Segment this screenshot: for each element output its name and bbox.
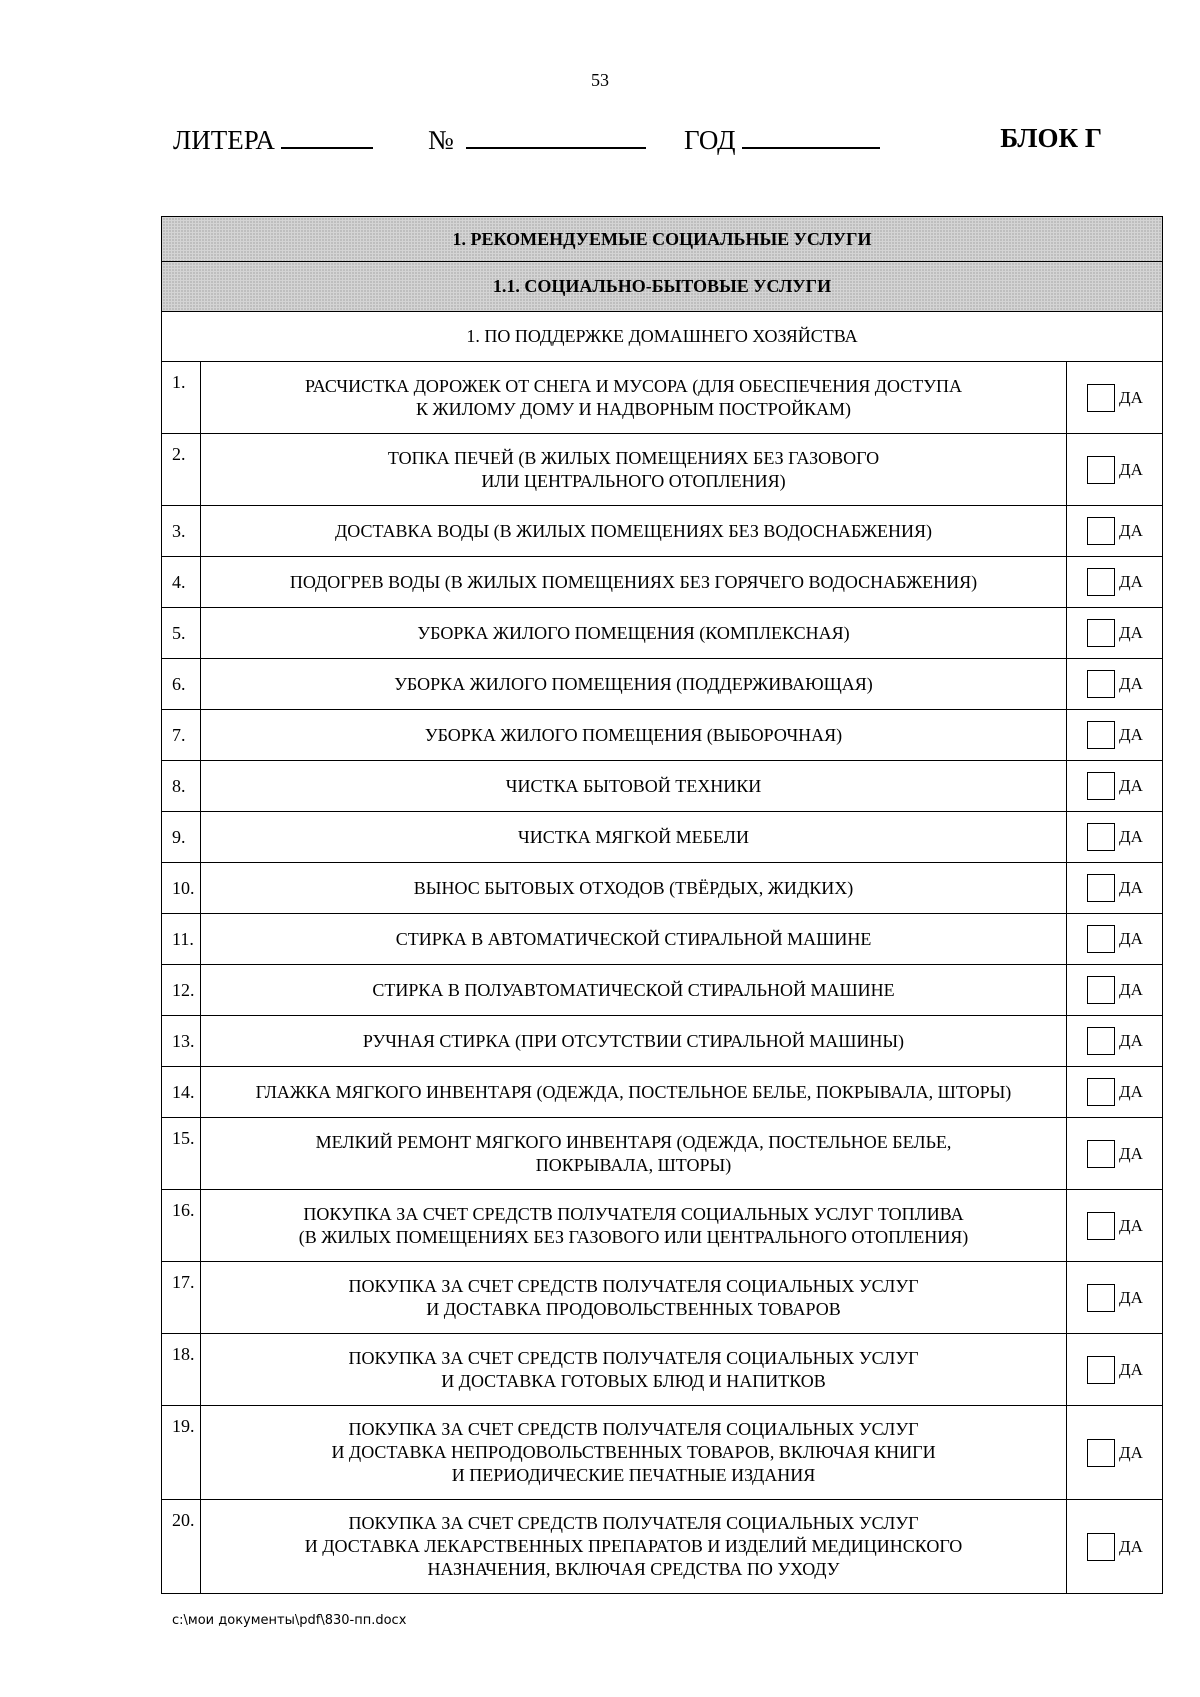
yes-checkbox[interactable] — [1087, 1027, 1115, 1055]
service-row — [162, 659, 1163, 710]
service-description: ПОКУПКА ЗА СЧЕТ СРЕДСТВ ПОЛУЧАТЕЛЯ СОЦИАЛЬНЫХ УСЛУГ И ДОСТАВКА ПРОДОВОЛЬСТВЕННЫХ ТОВАРОВ — [201, 1262, 1067, 1334]
row-number: 6. — [162, 659, 201, 710]
yes-checkbox[interactable] — [1087, 772, 1115, 800]
yes-cell — [1067, 557, 1163, 608]
yes-cell — [1067, 362, 1163, 434]
service-row — [162, 1016, 1163, 1067]
yes-label: ДА — [1119, 1031, 1143, 1050]
row-number: 14. — [162, 1067, 201, 1118]
yes-cell — [1067, 812, 1163, 863]
service-description: ПОДОГРЕВ ВОДЫ (В ЖИЛЫХ ПОМЕЩЕНИЯХ БЕЗ ГОРЯЧЕГО ВОДОСНАБЖЕНИЯ) — [201, 557, 1067, 608]
yes-label: ДА — [1119, 674, 1143, 693]
yes-cell — [1067, 1067, 1163, 1118]
year-field — [684, 123, 880, 156]
service-description: РУЧНАЯ СТИРКА (ПРИ ОТСУТСТВИИ СТИРАЛЬНОЙ МАШИНЫ) — [201, 1016, 1067, 1067]
service-description: ПОКУПКА ЗА СЧЕТ СРЕДСТВ ПОЛУЧАТЕЛЯ СОЦИАЛЬНЫХ УСЛУГ И ДОСТАВКА НЕПРОДОВОЛЬСТВЕННЫХ ТОВАРОВ, ВКЛЮЧАЯ КНИГИ И ПЕРИОДИЧЕСКИЕ ПЕЧАТНЫЕ ИЗДАНИЯ — [201, 1406, 1067, 1500]
number-field — [428, 123, 646, 156]
number-input-line[interactable] — [466, 123, 646, 149]
yes-checkbox[interactable] — [1087, 670, 1115, 698]
row-number: 19. — [162, 1406, 201, 1500]
yes-label: ДА — [1119, 1143, 1143, 1163]
yes-label: ДА — [1119, 1082, 1143, 1101]
yes-cell — [1067, 761, 1163, 812]
row-number: 7. — [162, 710, 201, 761]
service-description: ПОКУПКА ЗА СЧЕТ СРЕДСТВ ПОЛУЧАТЕЛЯ СОЦИАЛЬНЫХ УСЛУГ И ДОСТАВКА ГОТОВЫХ БЛЮД И НАПИТКОВ — [201, 1334, 1067, 1406]
service-row — [162, 863, 1163, 914]
service-row — [162, 434, 1163, 506]
row-number: 4. — [162, 557, 201, 608]
service-row — [162, 557, 1163, 608]
services-table — [161, 216, 1163, 1594]
service-description: ГЛАЖКА МЯГКОГО ИНВЕНТАРЯ (ОДЕЖДА, ПОСТЕЛЬНОЕ БЕЛЬЕ, ПОКРЫВАЛА, ШТОРЫ) — [201, 1067, 1067, 1118]
yes-cell — [1067, 965, 1163, 1016]
row-number: 18. — [162, 1334, 201, 1406]
service-row — [162, 914, 1163, 965]
yes-label: ДА — [1119, 387, 1143, 407]
year-label: ГОД — [684, 125, 736, 155]
service-row — [162, 1334, 1163, 1406]
yes-cell — [1067, 1262, 1163, 1334]
service-row — [162, 608, 1163, 659]
service-description: ЧИСТКА БЫТОВОЙ ТЕХНИКИ — [201, 761, 1067, 812]
yes-checkbox[interactable] — [1087, 976, 1115, 1004]
yes-label: ДА — [1119, 1442, 1143, 1462]
yes-label: ДА — [1119, 776, 1143, 795]
litera-label: ЛИТЕРА — [173, 125, 275, 155]
number-label: № — [428, 125, 454, 155]
service-description: УБОРКА ЖИЛОГО ПОМЕЩЕНИЯ (КОМПЛЕКСНАЯ) — [201, 608, 1067, 659]
section-header-row — [162, 217, 1163, 262]
yes-label: ДА — [1119, 725, 1143, 744]
subsection-header-row — [162, 262, 1163, 312]
yes-checkbox[interactable] — [1087, 568, 1115, 596]
yes-checkbox[interactable] — [1087, 823, 1115, 851]
row-number: 20. — [162, 1500, 201, 1594]
service-row — [162, 1262, 1163, 1334]
yes-checkbox[interactable] — [1087, 874, 1115, 902]
yes-label: ДА — [1119, 1287, 1143, 1307]
row-number: 16. — [162, 1190, 201, 1262]
yes-label: ДА — [1119, 878, 1143, 897]
section-title: 1. РЕКОМЕНДУЕМЫЕ СОЦИАЛЬНЫЕ УСЛУГИ — [162, 217, 1163, 262]
group-title: 1. ПО ПОДДЕРЖКЕ ДОМАШНЕГО ХОЗЯЙСТВА — [162, 312, 1163, 362]
row-number: 12. — [162, 965, 201, 1016]
litera-field — [173, 123, 373, 156]
yes-label: ДА — [1119, 1359, 1143, 1379]
yes-cell — [1067, 1016, 1163, 1067]
yes-checkbox[interactable] — [1087, 925, 1115, 953]
service-description: УБОРКА ЖИЛОГО ПОМЕЩЕНИЯ (ПОДДЕРЖИВАЮЩАЯ) — [201, 659, 1067, 710]
service-row — [162, 965, 1163, 1016]
service-row — [162, 1190, 1163, 1262]
service-description: МЕЛКИЙ РЕМОНТ МЯГКОГО ИНВЕНТАРЯ (ОДЕЖДА, ПОСТЕЛЬНОЕ БЕЛЬЕ, ПОКРЫВАЛА, ШТОРЫ) — [201, 1118, 1067, 1190]
service-description: ВЫНОС БЫТОВЫХ ОТХОДОВ (ТВЁРДЫХ, ЖИДКИХ) — [201, 863, 1067, 914]
row-number: 1. — [162, 362, 201, 434]
service-row — [162, 710, 1163, 761]
service-row — [162, 1118, 1163, 1190]
yes-cell — [1067, 710, 1163, 761]
yes-checkbox[interactable] — [1087, 1140, 1115, 1168]
yes-label: ДА — [1119, 521, 1143, 540]
group-header-row — [162, 312, 1163, 362]
service-description: ПОКУПКА ЗА СЧЕТ СРЕДСТВ ПОЛУЧАТЕЛЯ СОЦИАЛЬНЫХ УСЛУГ ТОПЛИВА (В ЖИЛЫХ ПОМЕЩЕНИЯХ БЕЗ ГАЗОВОГО ИЛИ ЦЕНТРАЛЬНОГО ОТОПЛЕНИЯ) — [201, 1190, 1067, 1262]
yes-label: ДА — [1119, 1536, 1143, 1556]
yes-cell — [1067, 863, 1163, 914]
yes-label: ДА — [1119, 929, 1143, 948]
yes-checkbox[interactable] — [1087, 721, 1115, 749]
service-row — [162, 362, 1163, 434]
row-number: 15. — [162, 1118, 201, 1190]
yes-label: ДА — [1119, 572, 1143, 591]
yes-cell — [1067, 1334, 1163, 1406]
row-number: 17. — [162, 1262, 201, 1334]
row-number: 13. — [162, 1016, 201, 1067]
yes-label: ДА — [1119, 459, 1143, 479]
yes-checkbox[interactable] — [1087, 1284, 1115, 1312]
yes-cell — [1067, 1406, 1163, 1500]
service-row — [162, 1500, 1163, 1594]
yes-cell — [1067, 1500, 1163, 1594]
row-number: 10. — [162, 863, 201, 914]
yes-checkbox[interactable] — [1087, 456, 1115, 484]
yes-checkbox[interactable] — [1087, 1078, 1115, 1106]
yes-label: ДА — [1119, 1215, 1143, 1235]
year-input-line[interactable] — [742, 123, 880, 149]
yes-checkbox[interactable] — [1087, 1439, 1115, 1467]
row-number: 5. — [162, 608, 201, 659]
yes-checkbox[interactable] — [1087, 1356, 1115, 1384]
yes-label: ДА — [1119, 623, 1143, 642]
yes-checkbox[interactable] — [1087, 384, 1115, 412]
service-description: РАСЧИСТКА ДОРОЖЕК ОТ СНЕГА И МУСОРА (ДЛЯ ОБЕСПЕЧЕНИЯ ДОСТУПА К ЖИЛОМУ ДОМУ И НАДВОРНЫМ ПОСТРОЙКАМ) — [201, 362, 1067, 434]
block-label: БЛОК Г — [1000, 123, 1102, 153]
yes-label: ДА — [1119, 827, 1143, 846]
row-number: 9. — [162, 812, 201, 863]
yes-cell — [1067, 1190, 1163, 1262]
yes-checkbox[interactable] — [1087, 1533, 1115, 1561]
subsection-title: 1.1. СОЦИАЛЬНО-БЫТОВЫЕ УСЛУГИ — [162, 262, 1163, 312]
yes-checkbox[interactable] — [1087, 619, 1115, 647]
page-number: 53 — [591, 70, 609, 90]
row-number: 8. — [162, 761, 201, 812]
yes-checkbox[interactable] — [1087, 1212, 1115, 1240]
yes-cell — [1067, 506, 1163, 557]
yes-cell — [1067, 659, 1163, 710]
row-number: 3. — [162, 506, 201, 557]
yes-cell — [1067, 914, 1163, 965]
service-row — [162, 761, 1163, 812]
yes-label: ДА — [1119, 980, 1143, 999]
service-description: ТОПКА ПЕЧЕЙ (В ЖИЛЫХ ПОМЕЩЕНИЯХ БЕЗ ГАЗОВОГО ИЛИ ЦЕНТРАЛЬНОГО ОТОПЛЕНИЯ) — [201, 434, 1067, 506]
row-number: 11. — [162, 914, 201, 965]
service-row — [162, 812, 1163, 863]
service-description: СТИРКА В АВТОМАТИЧЕСКОЙ СТИРАЛЬНОЙ МАШИНЕ — [201, 914, 1067, 965]
service-description: ДОСТАВКА ВОДЫ (В ЖИЛЫХ ПОМЕЩЕНИЯХ БЕЗ ВОДОСНАБЖЕНИЯ) — [201, 506, 1067, 557]
footer-file-path: c:\мои документы\pdf\830-пп.docx — [172, 1613, 407, 1628]
yes-checkbox[interactable] — [1087, 517, 1115, 545]
service-description: УБОРКА ЖИЛОГО ПОМЕЩЕНИЯ (ВЫБОРОЧНАЯ) — [201, 710, 1067, 761]
service-description: ПОКУПКА ЗА СЧЕТ СРЕДСТВ ПОЛУЧАТЕЛЯ СОЦИАЛЬНЫХ УСЛУГ И ДОСТАВКА ЛЕКАРСТВЕННЫХ ПРЕПАРАТОВ И ИЗДЕЛИЙ МЕДИЦИНСКОГО НАЗНАЧЕНИЯ, ВКЛЮЧАЯ СРЕДСТВА ПО УХОДУ — [201, 1500, 1067, 1594]
yes-cell — [1067, 1118, 1163, 1190]
service-description: СТИРКА В ПОЛУАВТОМАТИЧЕСКОЙ СТИРАЛЬНОЙ МАШИНЕ — [201, 965, 1067, 1016]
service-row — [162, 506, 1163, 557]
yes-cell — [1067, 608, 1163, 659]
service-row — [162, 1406, 1163, 1500]
yes-cell — [1067, 434, 1163, 506]
service-description: ЧИСТКА МЯГКОЙ МЕБЕЛИ — [201, 812, 1067, 863]
row-number: 2. — [162, 434, 201, 506]
litera-input-line[interactable] — [281, 123, 373, 149]
service-row — [162, 1067, 1163, 1118]
